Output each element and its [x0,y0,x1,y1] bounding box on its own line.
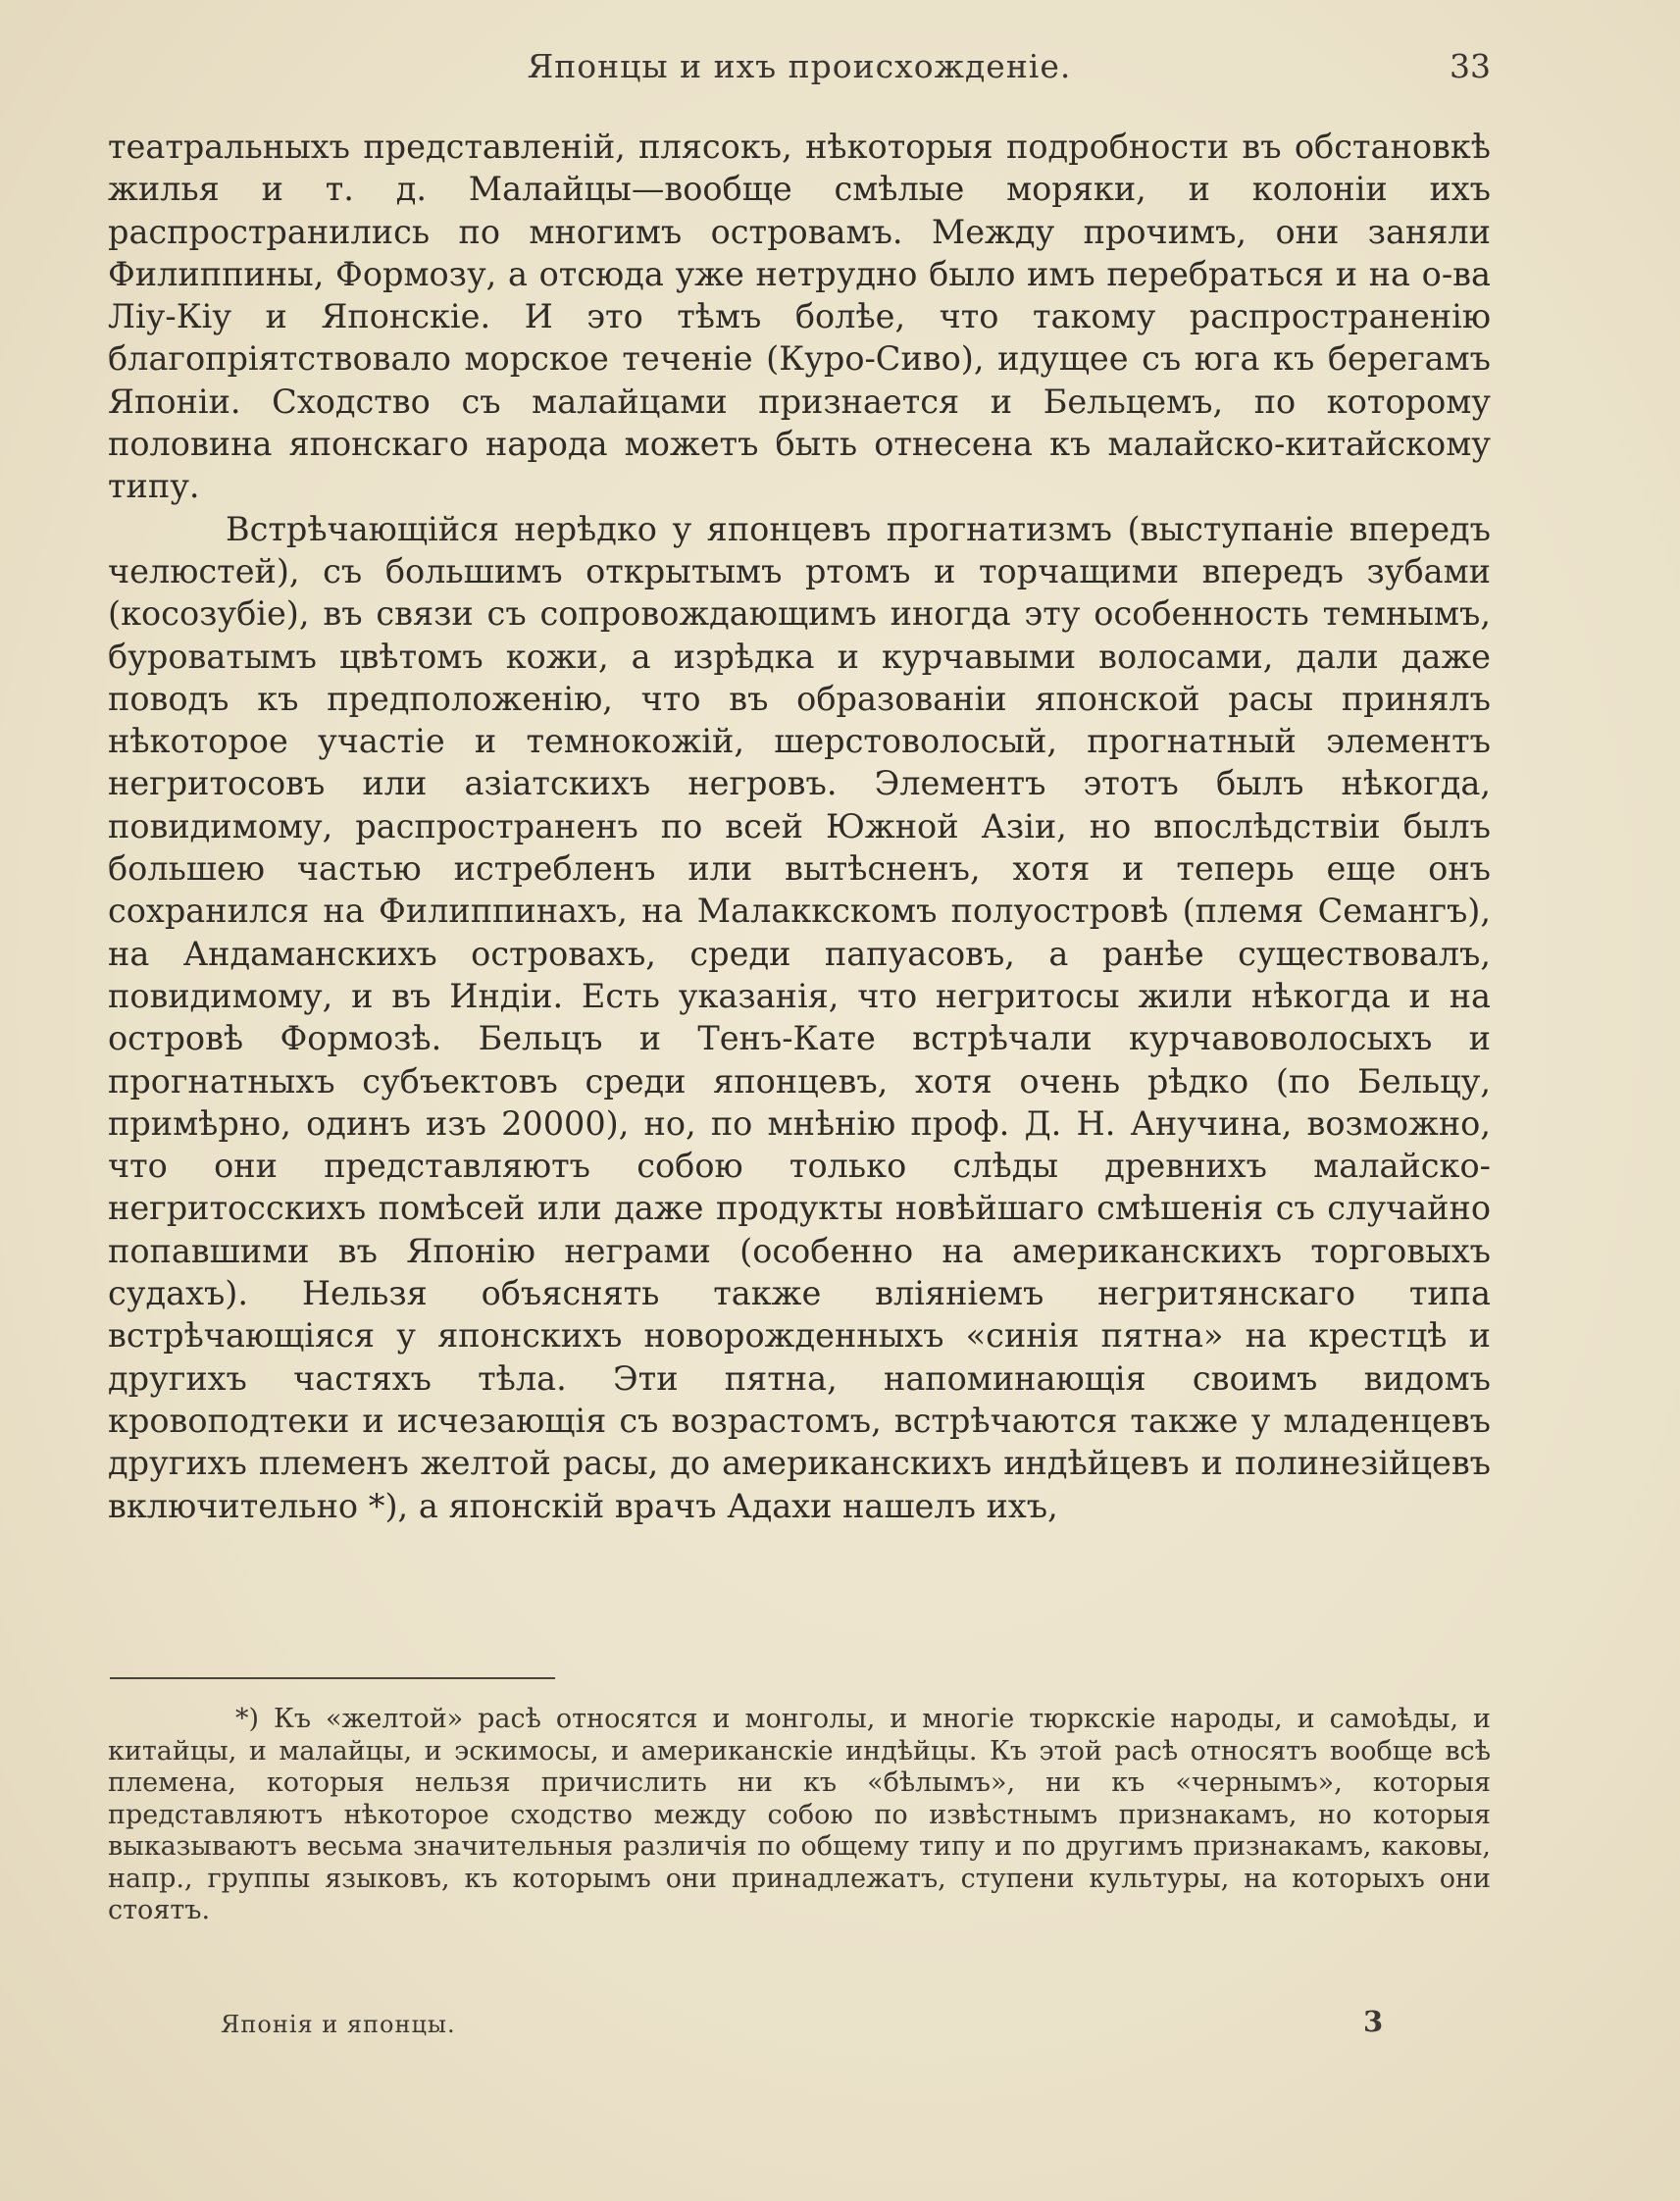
body-text [108,126,1491,1527]
page-header [108,47,1491,96]
footnote-divider [110,1677,555,1679]
page-number: 33 [1450,47,1491,85]
paragraph-1: театральныхъ представленій, плясокъ, нѣкоторыя подробности въ обстановкѣ жилья и т. д. Малайцы—вообще смѣлые моряки, и колоніи ихъ распространились по многимъ островамъ. Между прочимъ, они заняли Филиппины, Формозу, а отсюда уже нетрудно было имъ перебраться и на о-ва Ліу-Кіу и Японскіе. И это тѣмъ болѣе, что такому распространенію благопріятствовало морское теченіе (Куро-Сиво), идущее съ юга къ берегамъ Японіи. Сходство съ малайцами признается и Бельцемъ, по которому половина японскаго народа можетъ быть отнесена къ малайско-китайскому типу. [108,128,1491,506]
printer-signature-title: Японія и японцы. [221,2011,456,2038]
paragraph-2: Встрѣчающійся нерѣдко у японцевъ прогнатизмъ (выступаніе впередъ челюстей), съ большимъ открытымъ ртомъ и торчащими впередъ зубами (косозубіе), въ связи съ сопровождающимъ иногда эту особенность темнымъ, буроватымъ цвѣтомъ кожи, а изрѣдка и курчавыми волосами, дали даже поводъ къ предположенію, что въ образованіи японской расы принялъ нѣкоторое участіе и темнокожій, шерстоволосый, прогнатный элементъ негритосовъ или азіатскихъ негровъ. Элементъ этотъ былъ нѣкогда, повидимому, распространенъ по всей Южной Азіи, но впослѣдствіи былъ большею частью истребленъ или вытѣсненъ, хотя и теперь еще онъ сохранился на Филиппинахъ, на Малаккскомъ полуостровѣ (племя Семангъ), на Андаманскихъ островахъ, среди папуасовъ, а ранѣе существовалъ, повидимому, и въ Индіи. Есть указанія, что негритосы жили нѣкогда и на островѣ Формозѣ. Бельцъ и Тенъ-Кате встрѣчали курчавоволосыхъ и прогнатныхъ субъектовъ среди японцевъ, хотя очень рѣдко (по Бельцу, примѣрно, одинъ изъ 20000), но, по мнѣнію проф. Д. Н. Анучина, возможно, что они представляютъ собою только слѣды древнихъ малайско-негритосскихъ помѣсей или даже продукты новѣйшаго смѣшенія съ случайно попавшими въ Японію неграми (особенно на американскихъ торговыхъ судахъ). Нельзя объяснять также вліяніемъ негритянскаго типа встрѣчающіяся у японскихъ новорожденныхъ «синія пятна» на крестцѣ и другихъ частяхъ тѣла. Эти пятна, напоминающія своимъ видомъ кровоподтеки и исчезающія съ возрастомъ, встрѣчаются также у младенцевъ другихъ племенъ желтой расы, до американскихъ индѣйцевъ и полинезійцевъ включительно *), а японскій врачъ Адахи нашелъ ихъ, [108,509,1491,1525]
running-title: Японцы и ихъ происхожденіе. [527,47,1072,85]
printer-signature-number: 3 [1363,2005,1384,2038]
footnote: *) Къ «желтой» расѣ относятся и монголы, и многіе тюркскіе народы, и самоѣды, и китайцы, и малайцы, и эскимосы, и американскіе индѣйцы. Къ этой расѣ относятъ вообще всѣ племена, которыя нельзя причислить ни къ «бѣлымъ», ни къ «чернымъ», которыя представляютъ нѣкоторое сходство между собою по извѣстнымъ признакамъ, но которыя выказываютъ весьма значительныя различія по общему типу и по другимъ признакамъ, каковы, напр., группы языковъ, къ которымъ они принадлежатъ, ступени культуры, на которыхъ они стоятъ. [108,1704,1491,1925]
